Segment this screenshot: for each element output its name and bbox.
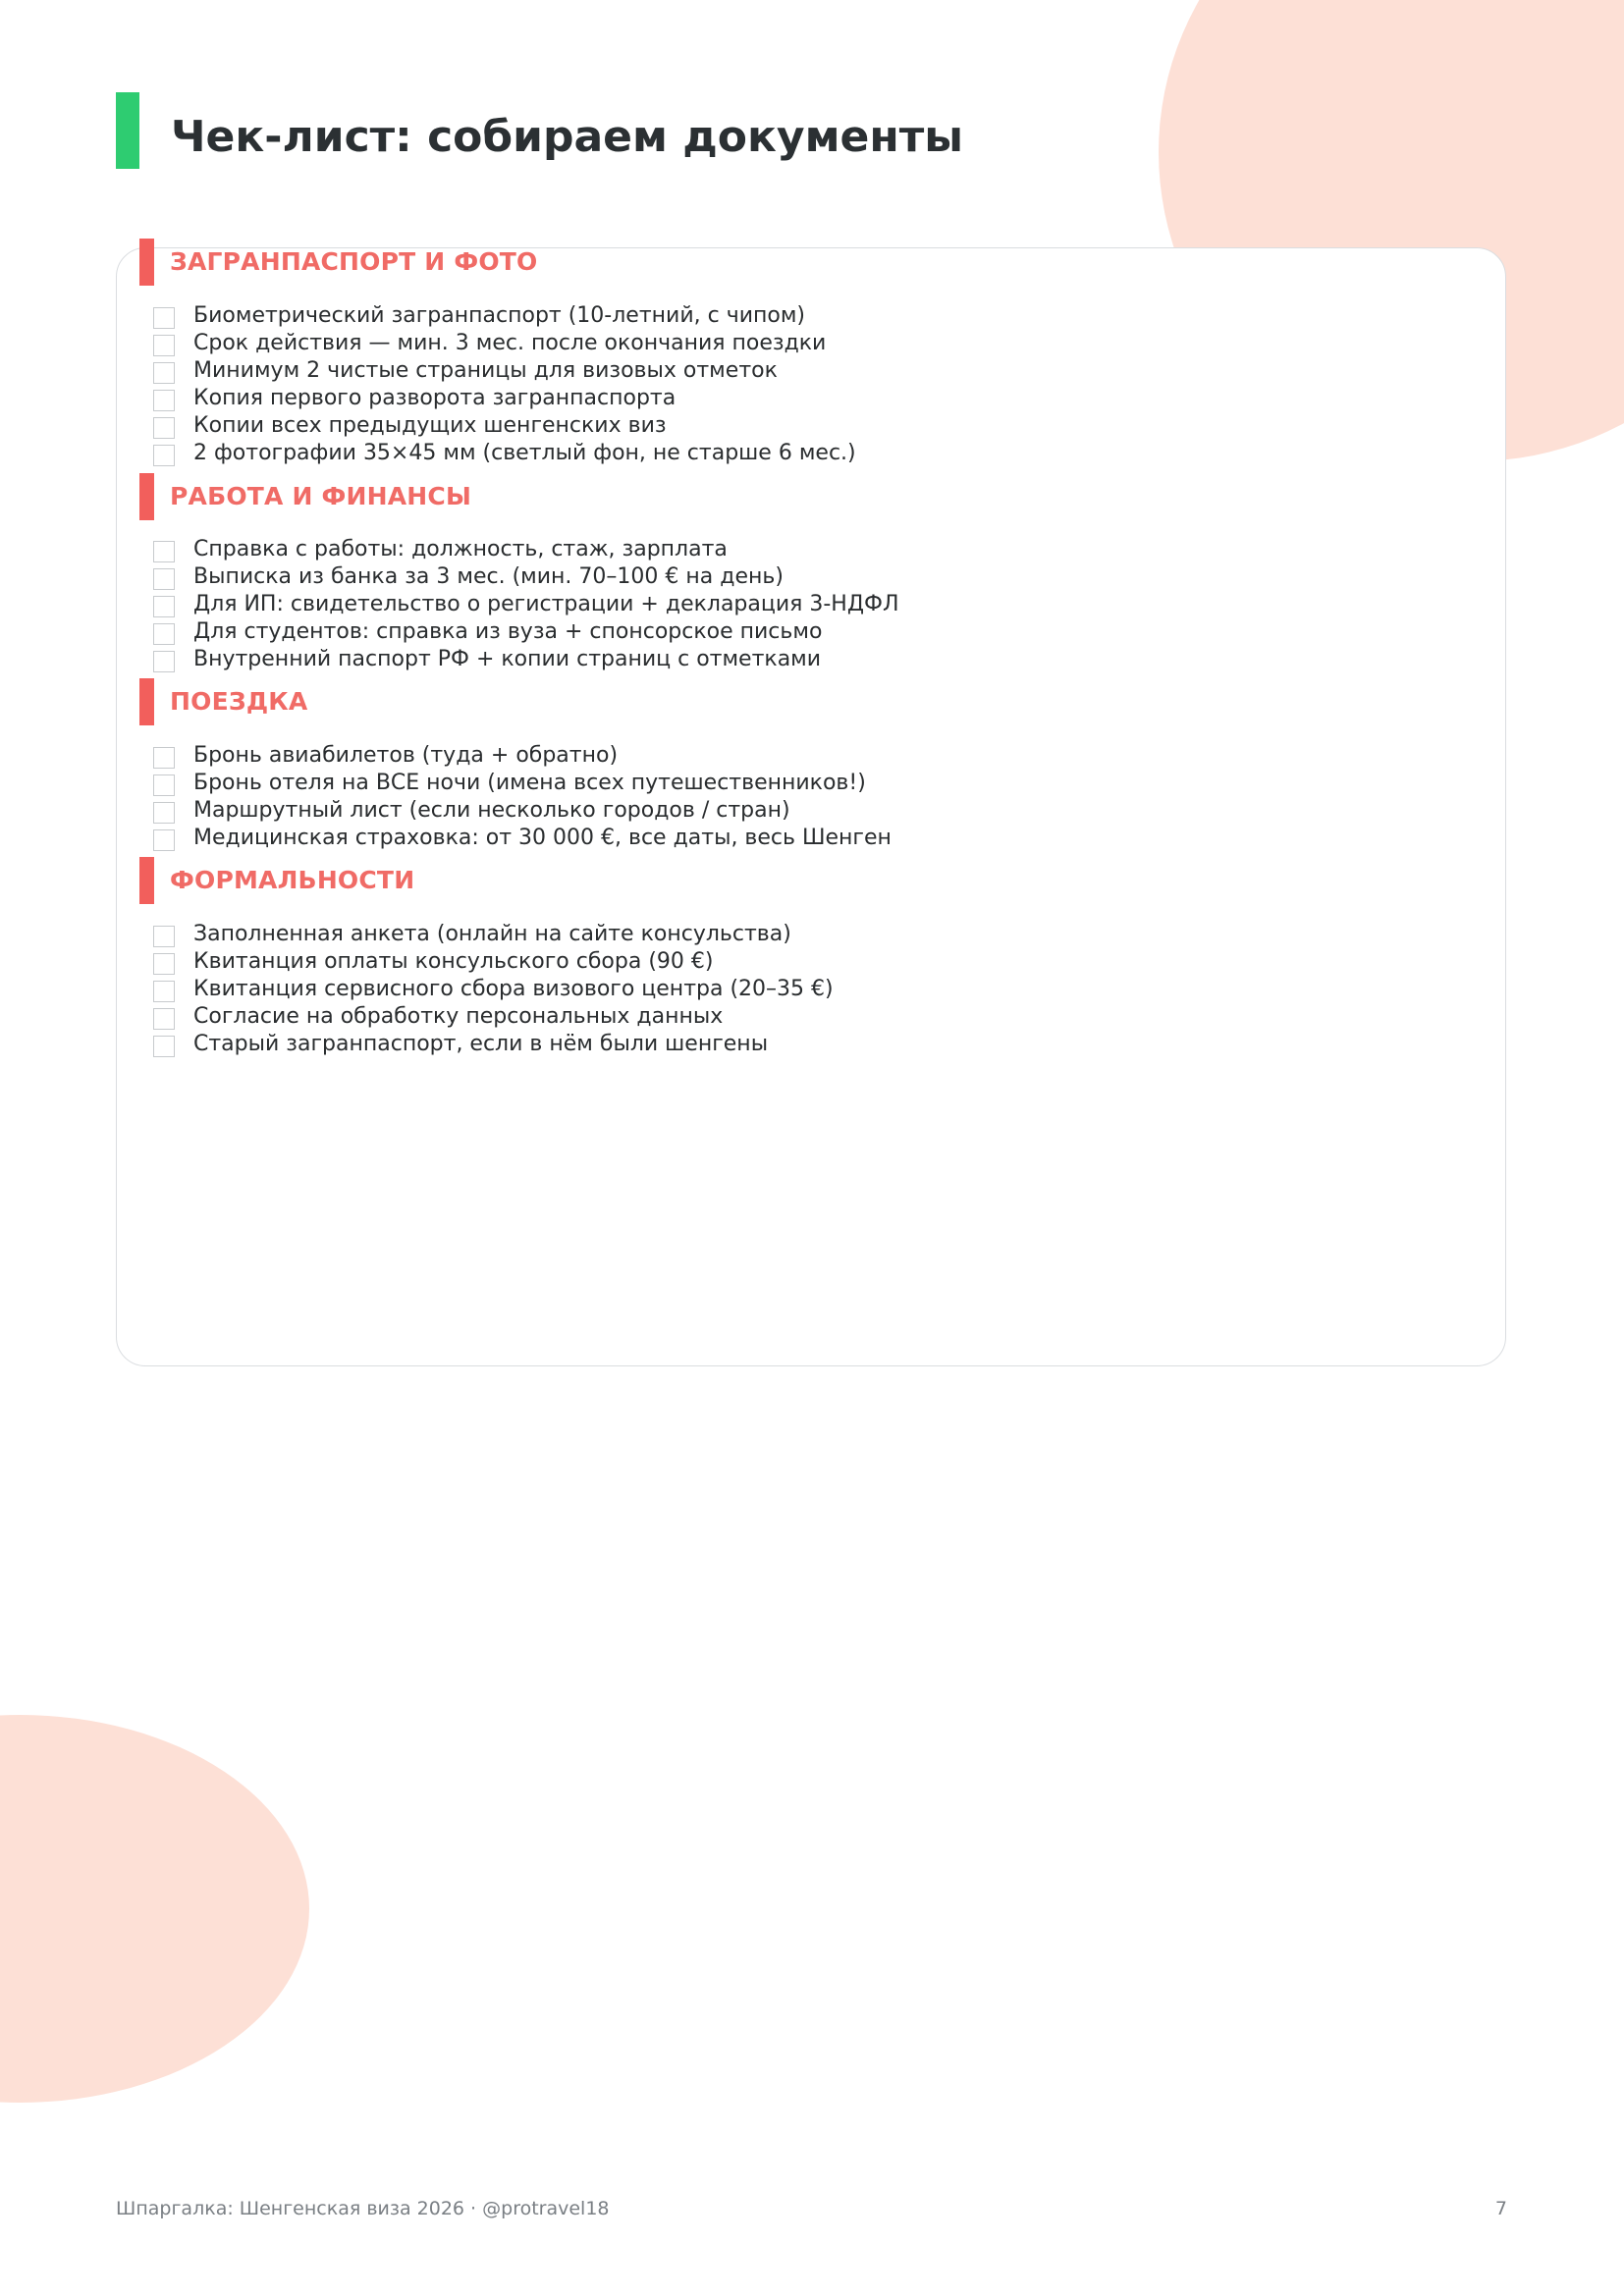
checklist-item-text: Справка с работы: должность, стаж, зарплата xyxy=(193,537,728,561)
checkbox[interactable] xyxy=(153,445,175,466)
checklist-item-text: Для студентов: справка из вуза + спонсорское письмо xyxy=(193,619,823,644)
checkbox[interactable] xyxy=(153,623,175,645)
checklist-item-text: Срок действия — мин. 3 мес. после окончания поездки xyxy=(193,331,827,355)
checklist-item-text: Минимум 2 чистые страницы для визовых отметок xyxy=(193,358,778,383)
section-heading-label: ФОРМАЛЬНОСТИ xyxy=(170,866,415,894)
section-accent-bar xyxy=(139,678,154,725)
checkbox[interactable] xyxy=(153,829,175,851)
checklist-item-text: 2 фотографии 35×45 мм (светлый фон, не старше 6 мес.) xyxy=(193,441,856,465)
checklist-item-text: Биометрический загранпаспорт (10-летний, с чипом) xyxy=(193,303,806,328)
page-number: 7 xyxy=(1494,2198,1507,2219)
checklist-item-text: Для ИП: свидетельство о регистрации + декларация 3-НДФЛ xyxy=(193,592,899,616)
checkbox[interactable] xyxy=(153,1036,175,1057)
checklist-item-text: Квитанция оплаты консульского сбора (90 €) xyxy=(193,949,714,974)
title-accent-bar xyxy=(116,92,139,169)
decorative-circle-bottom xyxy=(0,1715,309,2103)
checkbox[interactable] xyxy=(153,390,175,411)
section-heading-label: РАБОТА И ФИНАНСЫ xyxy=(170,482,472,510)
checklist-item-text: Копии всех предыдущих шенгенских виз xyxy=(193,413,667,438)
checkbox[interactable] xyxy=(153,953,175,975)
checkbox[interactable] xyxy=(153,926,175,947)
checkbox[interactable] xyxy=(153,362,175,384)
checkbox[interactable] xyxy=(153,747,175,769)
footer-text: Шпаргалка: Шенгенская виза 2026 · @protravel18 xyxy=(116,2198,610,2219)
section-accent-bar xyxy=(139,857,154,904)
section-accent-bar xyxy=(139,239,154,286)
checkbox[interactable] xyxy=(153,774,175,796)
checkbox[interactable] xyxy=(153,541,175,562)
checklist-item-text: Медицинская страховка: от 30 000 €, все даты, весь Шенген xyxy=(193,826,892,850)
checkbox[interactable] xyxy=(153,596,175,617)
checkbox[interactable] xyxy=(153,568,175,590)
checkbox[interactable] xyxy=(153,1008,175,1030)
checklist-item-text: Бронь авиабилетов (туда + обратно) xyxy=(193,743,619,768)
checklist-item-text: Копия первого разворота загранпаспорта xyxy=(193,386,677,410)
checklist-item-text: Маршрутный лист (если несколько городов / стран) xyxy=(193,798,790,823)
section-heading-label: ЗАГРАНПАСПОРТ И ФОТО xyxy=(170,247,538,276)
checklist-item-text: Бронь отеля на ВСЕ ночи (имена всех путешественников!) xyxy=(193,771,866,795)
checklist-item-text: Старый загранпаспорт, если в нём были шенгены xyxy=(193,1032,769,1056)
checkbox[interactable] xyxy=(153,802,175,824)
checkbox[interactable] xyxy=(153,417,175,439)
page-title: Чек-лист: собираем документы xyxy=(171,112,964,162)
checklist-item-text: Квитанция сервисного сбора визового центра (20–35 €) xyxy=(193,977,834,1001)
checklist-item-text: Заполненная анкета (онлайн на сайте консульства) xyxy=(193,922,791,946)
section-accent-bar xyxy=(139,473,154,520)
checklist-item-text: Согласие на обработку персональных данных xyxy=(193,1004,724,1029)
checkbox[interactable] xyxy=(153,307,175,329)
section-heading-label: ПОЕЗДКА xyxy=(170,687,308,716)
checklist-item-text: Внутренний паспорт РФ + копии страниц с отметками xyxy=(193,647,822,671)
checkbox[interactable] xyxy=(153,335,175,356)
checkbox[interactable] xyxy=(153,651,175,672)
checkbox[interactable] xyxy=(153,981,175,1002)
checklist-item-text: Выписка из банка за 3 мес. (мин. 70–100 € на день) xyxy=(193,564,784,589)
